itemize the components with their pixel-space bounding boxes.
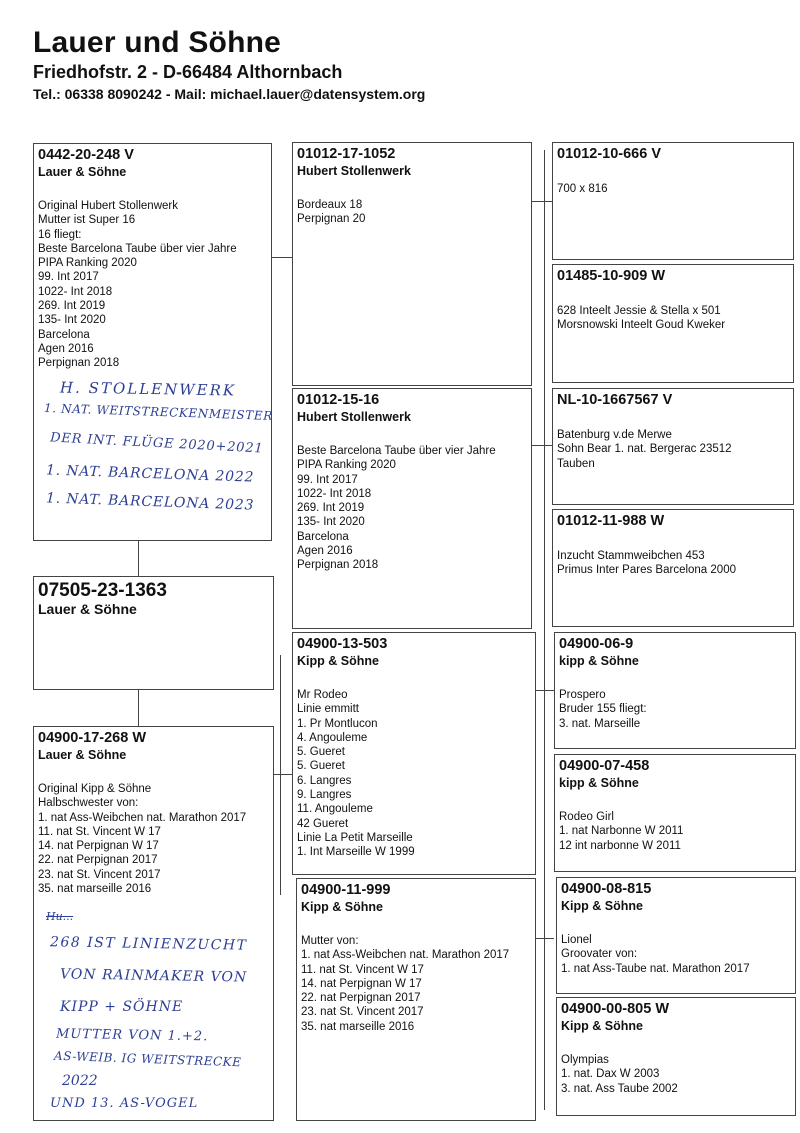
owner-name: Lauer & Söhne — [38, 601, 137, 617]
handwritten-note: MUTTER VON 1.+2. — [55, 1026, 209, 1045]
achievement-line: 1. nat Narbonne W 2011 — [559, 825, 684, 838]
owner-name: Hubert Stollenwerk — [297, 410, 411, 424]
handwritten-note: H. STOLLENWERK — [59, 378, 237, 400]
achievement-line: Olympias — [561, 1054, 609, 1066]
achievement-line: Lionel — [561, 934, 592, 946]
achievement-line: 1. Pr Montlucon — [297, 717, 378, 730]
achievement-line: 14. nat Perpignan W 17 — [38, 840, 159, 853]
connector — [138, 690, 139, 726]
achievements-list — [557, 549, 789, 578]
owner-name: kipp & Söhne — [559, 776, 639, 790]
achievement-line: Barcelona — [297, 530, 349, 543]
achievement-line: 1. nat Ass-Weibchen nat. Marathon 2017 — [38, 811, 247, 824]
achievement-line: Sohn Bear 1. nat. Bergerac 23512 — [557, 443, 732, 456]
handwritten-note: VON RAINMAKER VON — [59, 966, 248, 986]
ring-number: 01012-17-1052 — [297, 146, 396, 162]
achievement-line: 11. nat St. Vincent W 17 — [38, 825, 161, 838]
achievement-line: 1. nat Ass-Taube nat. Marathon 2017 — [561, 962, 750, 975]
handwritten-note: 2022 — [62, 1073, 98, 1089]
achievement-line: Mr Rodeo — [297, 689, 348, 701]
achievement-line: Bordeaux 18 — [297, 199, 363, 211]
achievement-line: Batenburg v.de Merwe — [557, 429, 672, 441]
achievements-list — [297, 444, 527, 573]
achievements-list — [557, 428, 789, 471]
achievement-line: Perpignan 2018 — [297, 559, 379, 572]
handwritten-note: 268 IST LINIENZUCHT — [49, 934, 248, 954]
ring-number: 01012-11-988 W — [557, 513, 665, 529]
achievement-line: 22. nat Perpignan 2017 — [301, 992, 421, 1005]
achievement-line: 23. nat St. Vincent 2017 — [38, 868, 161, 881]
achievement-line: Prospero — [559, 689, 606, 701]
ring-number: 01012-15-16 — [297, 392, 380, 408]
achievement-line: 5. Gueret — [297, 746, 345, 759]
achievement-line: Beste Barcelona Taube über vier Jahre — [38, 242, 237, 255]
achievements-list — [38, 782, 269, 896]
connector — [272, 774, 293, 775]
sire-sire-box — [292, 142, 532, 386]
ring-number: 01485-10-909 W — [557, 268, 666, 284]
achievement-line: Agen 2016 — [38, 342, 94, 355]
handwritten-note: AS-WEIB. IG WEITSTRECKE — [53, 1048, 242, 1070]
connector — [532, 201, 554, 202]
handwritten-note: UND 13. AS-VOGEL — [50, 1096, 199, 1111]
achievement-line: 5. Gueret — [297, 760, 345, 773]
owner-name: kipp & Söhne — [559, 654, 639, 668]
achievement-line: PIPA Ranking 2020 — [297, 459, 396, 472]
achievement-line: 99. Int 2017 — [38, 271, 99, 284]
owner-name: Hubert Stollenwerk — [297, 164, 411, 178]
achievement-line: 35. nat marseille 2016 — [301, 1020, 415, 1033]
breeder-address: Friedhofstr. 2 - D-66484 Althornbach — [33, 62, 343, 82]
achievement-line: 9. Langres — [297, 789, 352, 802]
achievement-line: 16 fliegt: — [38, 228, 82, 241]
achievement-line: Halbschwester von: — [38, 797, 139, 810]
achievement-line: 1. Int Marseille W 1999 — [297, 846, 415, 859]
achievement-line: 628 Inteelt Jessie & Stella x 501 — [557, 305, 721, 317]
achievement-line: Linie La Petit Marseille — [297, 831, 413, 844]
connector — [532, 445, 554, 446]
ring-number: 04900-11-999 — [301, 882, 391, 898]
ggp-box-4 — [552, 509, 794, 627]
ring-number: 04900-00-805 W — [561, 1001, 670, 1017]
achievement-line: 11. nat St. Vincent W 17 — [301, 963, 424, 976]
achievement-line: 14. nat Perpignan W 17 — [301, 977, 422, 990]
handwritten-note: 1. NAT. BARCELONA 2023 — [45, 490, 255, 514]
handwritten-note: DER INT. FLÜGE 2020+2021 — [49, 430, 264, 457]
achievement-line: 3. nat. Ass Taube 2002 — [561, 1082, 678, 1095]
ggp-box-7 — [556, 877, 796, 994]
ring-number: 04900-06-9 — [559, 636, 634, 652]
owner-name: Kipp & Söhne — [561, 899, 643, 913]
achievement-line: Groovater von: — [561, 948, 638, 961]
owner-name: Kipp & Söhne — [297, 654, 379, 668]
achievement-line: Agen 2016 — [297, 545, 353, 558]
achievements-list — [38, 199, 267, 371]
sire-dam-box — [292, 388, 532, 629]
owner-name: Kipp & Söhne — [561, 1019, 643, 1033]
achievement-line: Linie emmitt — [297, 703, 359, 716]
connector — [544, 150, 545, 1110]
ggp-box-8 — [556, 997, 796, 1116]
achievements-list — [559, 688, 791, 731]
achievements-list — [297, 688, 531, 860]
owner-name: Lauer & Söhne — [38, 748, 127, 762]
achievement-line: 135- Int 2020 — [38, 314, 106, 327]
achievement-line: 269. Int 2019 — [297, 502, 365, 515]
achievements-list — [297, 198, 527, 227]
achievement-line: Inzucht Stammweibchen 453 — [557, 550, 705, 562]
ring-number: 04900-07-458 — [559, 758, 650, 774]
achievement-line: 35. nat marseille 2016 — [38, 883, 152, 896]
achievement-line: 11. Angouleme — [297, 803, 373, 816]
achievement-line: 12 int narbonne W 2011 — [559, 839, 681, 852]
achievement-line: 22. nat Perpignan 2017 — [38, 854, 158, 867]
dam-dam-box — [296, 878, 536, 1121]
ring-number: NL-10-1667567 V — [557, 392, 673, 408]
achievement-line: Tauben — [557, 457, 595, 470]
handwritten-note: KIPP + SÖHNE — [60, 999, 184, 1015]
achievement-line: Mutter von: — [301, 935, 359, 947]
connector — [272, 257, 293, 258]
subject-box — [33, 576, 274, 690]
owner-name: Lauer & Söhne — [38, 165, 127, 179]
achievement-line: 99. Int 2017 — [297, 473, 358, 486]
achievement-line: 23. nat St. Vincent 2017 — [301, 1006, 424, 1019]
achievement-line: 6. Langres — [297, 774, 352, 787]
owner-name: Kipp & Söhne — [301, 900, 383, 914]
ggp-box-6 — [554, 754, 796, 872]
handwritten-note-crossed: Hu... — [46, 910, 74, 923]
achievement-line: 135- Int 2020 — [297, 516, 365, 529]
achievement-line: Perpignan 2018 — [38, 357, 120, 370]
achievement-line: 42 Gueret — [297, 817, 349, 830]
achievement-line: 1022- Int 2018 — [38, 285, 113, 298]
achievement-line: Original Kipp & Söhne — [38, 783, 152, 795]
handwritten-note: 1. NAT. BARCELONA 2022 — [45, 462, 255, 486]
handwritten-note: 1. NAT. WEITSTRECKENMEISTER — [43, 401, 274, 423]
breeder-contact: Tel.: 06338 8090242 - Mail: michael.lauer@datensystem.org — [33, 86, 426, 102]
achievement-line: Primus Inter Pares Barcelona 2000 — [557, 564, 736, 577]
dam-sire-box — [292, 632, 536, 875]
ring-number: 01012-10-666 V — [557, 146, 661, 162]
connector — [280, 655, 281, 895]
ring-number: 0442-20-248 V — [38, 147, 134, 163]
achievements-list — [561, 933, 791, 976]
achievement-line: 4. Angouleme — [297, 731, 368, 744]
ring-number: 04900-08-815 — [561, 881, 652, 897]
achievement-line: Rodeo Girl — [559, 811, 614, 823]
achievement-line: Beste Barcelona Taube über vier Jahre — [297, 445, 496, 457]
ring-number: 04900-13-503 — [297, 636, 388, 652]
achievement-line: Barcelona — [38, 328, 90, 341]
achievement-line: PIPA Ranking 2020 — [38, 257, 137, 270]
achievements-list — [559, 810, 791, 853]
achievements-list — [557, 182, 789, 196]
achievement-line: 3. nat. Marseille — [559, 717, 641, 730]
breeder-name: Lauer und Söhne — [33, 26, 282, 59]
achievement-line: 269. Int 2019 — [38, 300, 106, 313]
achievement-line: Original Hubert Stollenwerk — [38, 200, 178, 212]
connector — [138, 541, 139, 577]
achievements-list — [561, 1053, 791, 1096]
achievement-line: Bruder 155 fliegt: — [559, 703, 647, 716]
achievement-line: Perpignan 20 — [297, 213, 366, 226]
achievement-line: 1022- Int 2018 — [297, 487, 372, 500]
ggp-box-3 — [552, 388, 794, 505]
achievements-list — [557, 304, 789, 333]
achievements-list — [301, 934, 531, 1034]
achievement-line: 1. nat. Dax W 2003 — [561, 1068, 660, 1081]
achievement-line: Mutter ist Super 16 — [38, 214, 136, 227]
achievement-line: 700 x 816 — [557, 183, 608, 195]
achievement-line: Morsnowski Inteelt Goud Kweker — [557, 319, 726, 332]
achievement-line: 1. nat Ass-Weibchen nat. Marathon 2017 — [301, 949, 510, 962]
ggp-box-2 — [552, 264, 794, 383]
ggp-box-5 — [554, 632, 796, 749]
ggp-box-1 — [552, 142, 794, 260]
ring-number: 04900-17-268 W — [38, 730, 147, 746]
ring-number: 07505-23-1363 — [38, 580, 167, 601]
